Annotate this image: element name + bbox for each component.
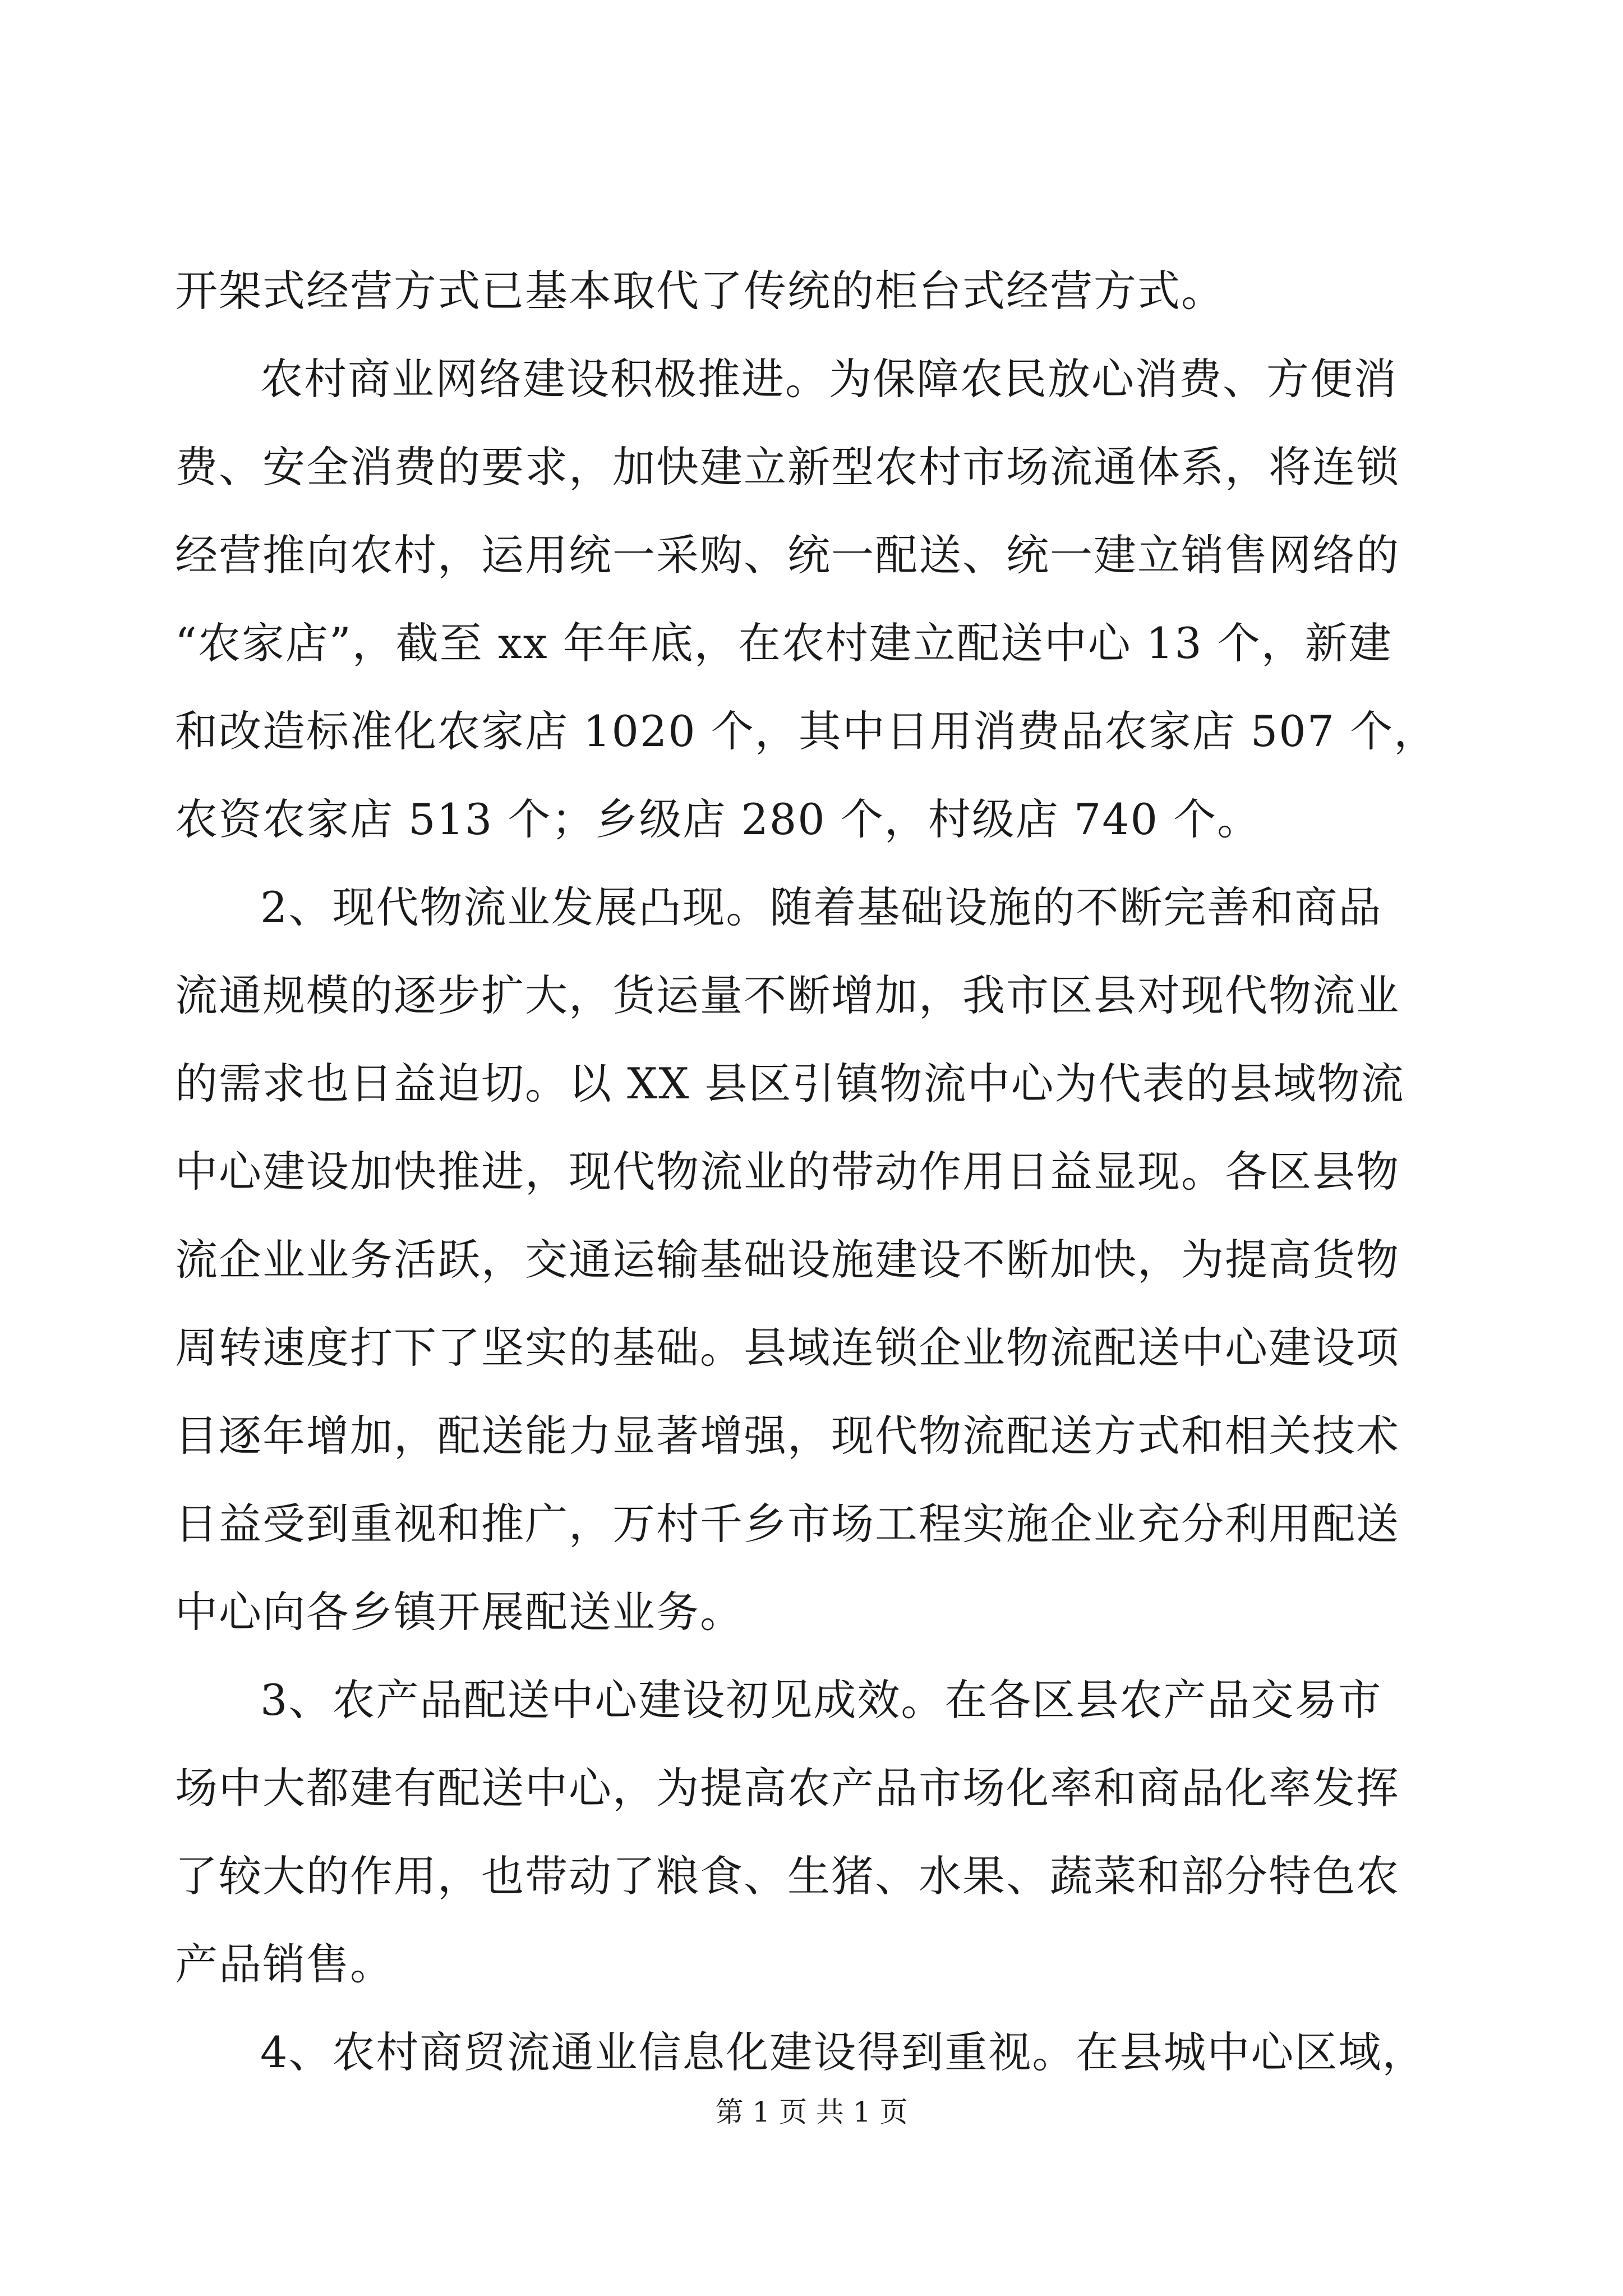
text-line: 了较大的作用，也带动了粮食、生猪、水果、蔬菜和部分特色农	[175, 1851, 1400, 1901]
text-line: 中心建设加快推进，现代物流业的带动作用日益显现。各区县物	[175, 1147, 1400, 1197]
text-line: 场中大都建有配送中心，为提高农产品市场化率和商品化率发挥	[175, 1763, 1400, 1813]
text-line: 流企业业务活跃，交通运输基础设施建设不断加快，为提高货物	[175, 1235, 1400, 1285]
text-line: 农资农家店 513 个；乡级店 280 个，村级店 740 个。	[175, 794, 1261, 844]
text-line: 3、农产品配送中心建设初见成效。在各区县农产品交易市	[260, 1675, 1382, 1725]
text-line: 产品销售。	[175, 1939, 394, 1989]
text-line: 中心向各乡镇开展配送业务。	[175, 1587, 744, 1637]
text-line: 4、农村商贸流通业信息化建设得到重视。在县城中心区域，	[260, 2027, 1426, 2077]
text-line: 流通规模的逐步扩大，货运量不断增加，我市区县对现代物流业	[175, 970, 1400, 1020]
text-line: 的需求也日益迫切。以 XX 县区引镇物流中心为代表的县域物流	[175, 1059, 1405, 1108]
text-line: 经营推向农村，运用统一采购、统一配送、统一建立销售网络的	[175, 530, 1400, 580]
text-line: 费、安全消费的要求，加快建立新型农村市场流通体系，将连锁	[175, 442, 1400, 492]
text-line: 目逐年增加，配送能力显著增强，现代物流配送方式和相关技术	[175, 1411, 1400, 1461]
page-footer	[0, 2095, 1623, 2129]
text-line: 日益受到重视和推广，万村千乡市场工程实施企业充分利用配送	[175, 1499, 1400, 1549]
text-line: 周转速度打下了坚实的基础。县域连锁企业物流配送中心建设项	[175, 1323, 1400, 1373]
text-line: 农村商业网络建设积极推进。为保障农民放心消费、方便消	[260, 354, 1398, 404]
page-number-label: 第 1 页 共 1 页	[715, 2096, 908, 2128]
text-line: 和改造标准化农家店 1020 个，其中日用消费品农家店 507 个，	[175, 706, 1438, 756]
text-line: 开架式经营方式已基本取代了传统的柜台式经营方式。	[175, 266, 1225, 316]
text-line: 2、现代物流业发展凸现。随着基础设施的不断完善和商品	[260, 882, 1382, 932]
text-line: “农家店”，截至 xx 年年底，在农村建立配送中心 13 个，新建	[175, 618, 1393, 668]
document-body	[175, 247, 1438, 2096]
